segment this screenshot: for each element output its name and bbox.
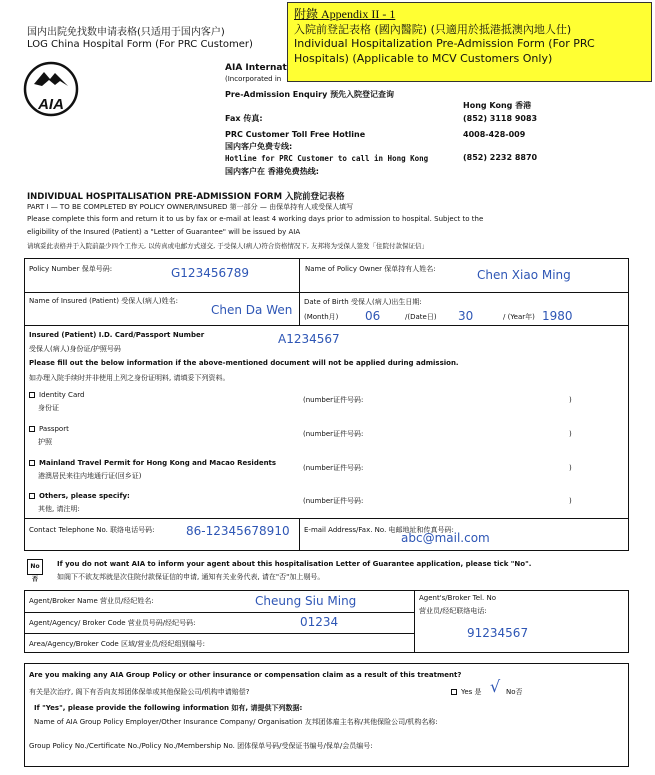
agent-name-label: Agent/Broker Name 营业员/经纪姓名: (29, 597, 154, 605)
travel-permit-cn: 港澳居民来往内地通行证(回乡证) (38, 472, 142, 480)
instruction-line-1: Please complete this form and return it to us by fax or e-mail at least 4 working days prior to admission to hospital. Subject to the (27, 215, 484, 223)
area-code-label: Area/Agency/Broker Code 区域/营业员/经纪组别编号: (29, 640, 206, 648)
form-title: INDIVIDUAL HOSPITALISATION PRE-ADMISSION FORM 入院前登记表格 (27, 192, 345, 202)
dob-label: Date of Birth 受保人(病人)出生日期: (304, 298, 422, 306)
dob-date-field[interactable]: 30 (458, 309, 474, 323)
others-option[interactable]: Others, please specify: (29, 492, 130, 501)
company-incorporated: (Incorporated in (225, 75, 282, 83)
no-tick-mark: √ (490, 677, 501, 696)
aia-logo-icon (22, 60, 80, 122)
travel-permit-close: ) (569, 464, 572, 472)
hk-hotline-label: Hotline for PRC Customer to call in Hong Kong (225, 154, 429, 163)
dob-month-field[interactable]: 06 (365, 309, 381, 323)
hk-hotline-cn: 国内客户在 香港免费热线: (225, 167, 319, 176)
no-notify-checkbox[interactable]: No否 (27, 559, 43, 575)
passport-number-label[interactable]: (number证件号码: (303, 430, 364, 438)
id-number-field[interactable]: A1234567 (278, 332, 340, 346)
aia-logo (22, 60, 80, 122)
dob-year-field[interactable]: 1980 (542, 309, 573, 323)
id-number-label-cn: 受保人(病人)身份证/护照号码 (29, 345, 121, 353)
fax-label: Fax 传真: (225, 114, 263, 123)
dob-date-label: /(Date日) (405, 313, 437, 321)
if-yes-instruction: If "Yes", please provide the following information 如有, 请提供下列数据: (34, 704, 303, 712)
others-close: ) (569, 497, 572, 505)
agent-tel-field[interactable]: 91234567 (467, 626, 529, 640)
contact-tel-field[interactable]: 86-12345678910 (186, 524, 290, 538)
passport-option[interactable]: Passport (29, 425, 69, 434)
identity-card-checkbox[interactable] (29, 392, 35, 398)
others-number-label[interactable]: (number证件号码: (303, 497, 364, 505)
no-notify-text-cn: 如阁下不欲友邦就是次住院付款保证信的申请, 通知有关业务代表, 请在"否"加上剔号。 (57, 573, 325, 581)
travel-permit-number-label[interactable]: (number证件号码: (303, 464, 364, 472)
travel-permit-checkbox[interactable] (29, 460, 35, 466)
svg-text:AIA: AIA (38, 96, 64, 113)
prc-hotline-number: 4008-428-009 (463, 130, 526, 139)
dob-month-label: (Month月) (304, 313, 339, 321)
agent-tel-label-cn: 营业员/经纪联络电话: (419, 607, 487, 615)
employer-name-label[interactable]: Name of AIA Group Policy Employer/Other Insurance Company/ Organisation 友邦团体雇主名称/其他保险公司/机构名称: (34, 718, 438, 726)
prc-hotline-label: PRC Customer Toll Free Hotline (225, 130, 366, 139)
agent-code-label: Agent/Agency/ Broker Code 营业员号码/经纪号码: (29, 619, 196, 627)
prc-hotline-cn: 国内客户免费专线: (225, 142, 293, 151)
company-name: AIA Internat (225, 63, 287, 73)
travel-permit-option[interactable]: Mainland Travel Permit for Hong Kong and Macao Residents (29, 459, 276, 468)
no-notify-text: If you do not want AIA to inform your agent about this hospitalisation Letter of Guarantee application, please tick "No". (57, 560, 532, 568)
hk-hotline-number: (852) 2232 8870 (463, 153, 538, 162)
other-claim-question: Are you making any AIA Group Policy or other insurance or compensation claim as a result of this treatment? (29, 671, 462, 679)
other-claim-question-cn: 有关是次治疗, 阁下有否向友邦团体保单或其他保险公司/机构申请赔偿? (29, 688, 250, 696)
email-fax-label: E-mail Address/Fax. No. 电邮地址和传真号码: (304, 526, 454, 534)
passport-cn: 护照 (38, 438, 52, 446)
insured-name-field[interactable]: Chen Da Wen (211, 303, 293, 317)
cn-form-title: 国内出院免找数申请表格(只适用于国内客户) (27, 27, 225, 38)
policy-number-field[interactable]: G123456789 (171, 266, 250, 280)
identity-card-cn: 身份证 (38, 404, 59, 412)
passport-checkbox[interactable] (29, 426, 35, 432)
other-claim-no-option[interactable]: No否 (506, 688, 523, 696)
appendix-cn-title: 入院前登記表格 (國內醫院) (只適用於抵港抵澳內地人仕) (294, 22, 572, 36)
others-cn: 其他, 请注明: (38, 505, 80, 513)
identity-card-close: ) (569, 396, 572, 404)
identity-card-option[interactable]: Identity Card (29, 391, 84, 400)
agent-tel-label: Agent's/Broker Tel. No (419, 594, 496, 602)
agent-code-field[interactable]: 01234 (300, 615, 339, 629)
id-note: Please fill out the below information if the above-mentioned document will not be applied during admission. (29, 359, 459, 367)
appendix-en-title-1: Individual Hospitalization Pre-Admission Form (For PRC (294, 37, 595, 51)
policy-owner-field[interactable]: Chen Xiao Ming (477, 268, 571, 282)
passport-close: ) (569, 430, 572, 438)
policy-number-label: Policy Number 保单号码: (29, 265, 113, 273)
hong-kong-label: Hong Kong 香港 (463, 101, 532, 110)
fax-number: (852) 3118 9083 (463, 114, 538, 123)
others-checkbox[interactable] (29, 493, 35, 499)
id-note-cn: 如办理入院手续时并非使用上列之身份证明料, 请填妥下列资料。 (29, 374, 230, 382)
insured-name-label: Name of Insured (Patient) 受保人(病人)姓名: (29, 297, 179, 305)
dob-year-label: / (Year年) (503, 313, 535, 321)
appendix-label: 附錄 Appendix II - 1 (294, 7, 396, 21)
other-claim-yes-option[interactable]: Yes 是 (451, 688, 482, 697)
group-policy-label[interactable]: Group Policy No./Certificate No./Policy No./Membership No. 团体保单号码/受保证书编号/保单/会员编号: (29, 742, 373, 750)
identity-card-number-label[interactable]: (number证件号码: (303, 396, 364, 404)
id-number-label: Insured (Patient) I.D. Card/Passport Number (29, 331, 205, 339)
part-one-heading: PART I — TO BE COMPLETED BY POLICY OWNER/INSURED 第一部分 — 由保单持有人或受保人填写 (27, 203, 354, 211)
yes-checkbox[interactable] (451, 689, 457, 695)
pre-admission-enquiry: Pre-Admission Enquiry 预先入院登记查询 (225, 90, 395, 99)
instruction-cn: 请填妥此表格并于入院前最少四个工作天, 以传真或电邮方式递交, 于受保人(病人)符合资格情况下, 友邦将为受保人签发「住院付款保证信」 (27, 242, 428, 250)
email-fax-field[interactable]: abc@mail.com (401, 531, 490, 545)
policy-owner-label: Name of Policy Owner 保单持有人姓名: (305, 265, 436, 273)
instruction-line-2: eligibility of the Insured (Patient) a "Letter of Guarantee" will be issued by AIA (27, 228, 301, 236)
appendix-en-title-2: Hospitals) (Applicable to MCV Customers Only) (294, 52, 553, 66)
agent-name-field[interactable]: Cheung Siu Ming (255, 594, 357, 608)
appendix-box (287, 2, 652, 82)
contact-tel-label: Contact Telephone No. 联络电话号码: (29, 526, 155, 534)
en-form-title: LOG China Hospital Form (For PRC Customer) (27, 39, 253, 50)
